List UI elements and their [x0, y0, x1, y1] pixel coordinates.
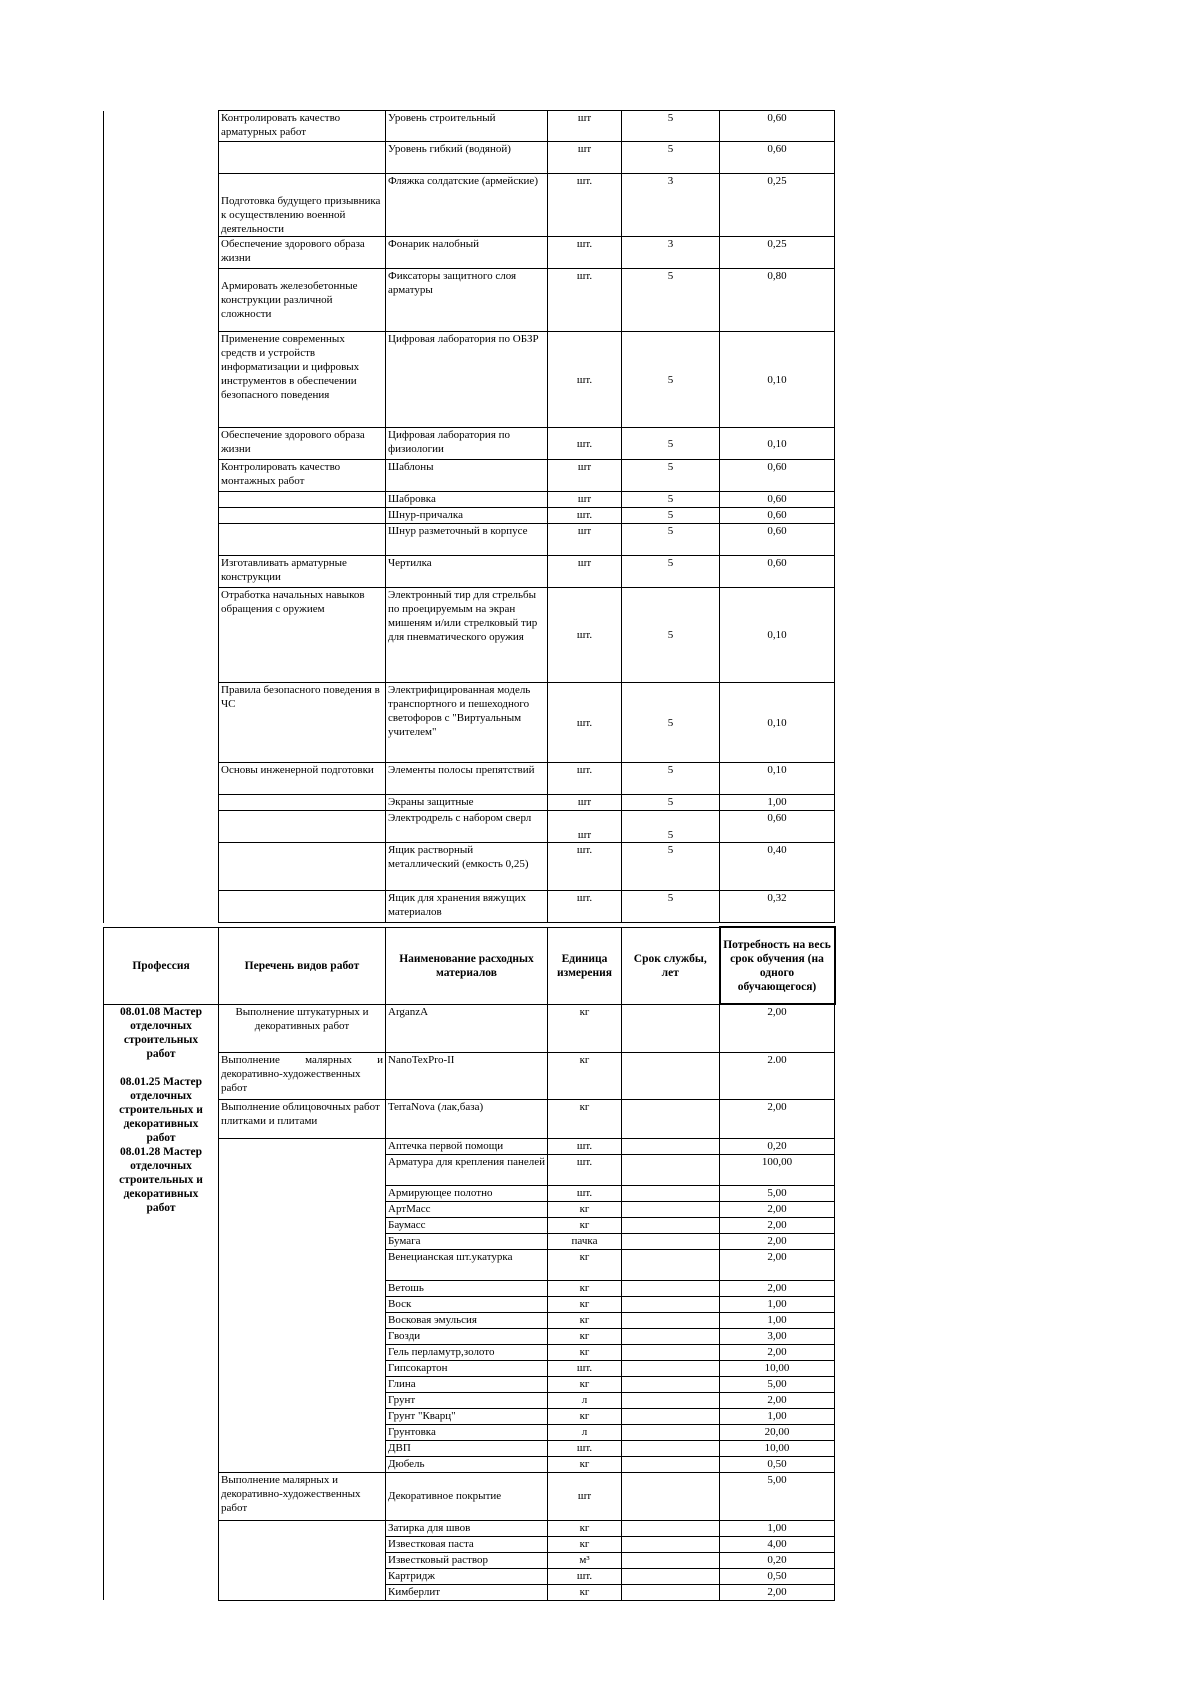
unit-cell: кг [548, 1217, 622, 1233]
service-life-cell [622, 1201, 720, 1217]
service-life-cell: 5 [622, 508, 720, 524]
material-cell: Элементы полосы препятствий [386, 763, 548, 795]
material-cell: Арматура для крепления панелей [386, 1154, 548, 1185]
service-life-cell [622, 1424, 720, 1440]
need-cell: 1,00 [720, 795, 835, 811]
service-life-cell: 5 [622, 332, 720, 428]
material-cell: Венецианская шт.укатурка [386, 1249, 548, 1280]
material-cell: Электронный тир для стрельбы по проецируемым на экран мишеням и/или стрелковый тир для пневматического оружия [386, 588, 548, 683]
work-type-cell [219, 142, 386, 174]
profession-name: 08.01.25 Мастер отделочных строительных и декоративных работ [119, 1075, 203, 1144]
unit-cell: шт. [548, 1185, 622, 1201]
unit-cell: шт. [548, 683, 622, 763]
need-cell: 0,60 [720, 556, 835, 588]
unit-cell: шт. [548, 763, 622, 795]
need-cell: 0,60 [720, 142, 835, 174]
need-cell: 2,00 [720, 1280, 835, 1296]
need-cell: 5,00 [720, 1472, 835, 1520]
material-cell: Цифровая лаборатория по физиологии [386, 428, 548, 460]
material-cell: Грунтовка [386, 1424, 548, 1440]
need-cell: 1,00 [720, 1408, 835, 1424]
unit-cell: шт. [548, 174, 622, 237]
work-type-cell [219, 891, 386, 923]
material-cell: Шабровка [386, 492, 548, 508]
service-life-cell [622, 1052, 720, 1099]
unit-cell: кг [548, 1004, 622, 1052]
unit-cell: шт. [548, 891, 622, 923]
service-life-cell [622, 1344, 720, 1360]
need-cell: 2,00 [720, 1249, 835, 1280]
need-cell: 0,80 [720, 269, 835, 332]
need-cell: 0,60 [720, 508, 835, 524]
service-life-cell: 5 [622, 763, 720, 795]
service-life-cell [622, 1249, 720, 1280]
need-cell: 10,00 [720, 1360, 835, 1376]
need-cell: 2,00 [720, 1004, 835, 1052]
material-cell: Фляжка солдатские (армейские) [386, 174, 548, 237]
need-cell: 0,10 [720, 763, 835, 795]
service-life-cell [622, 1520, 720, 1536]
work-type-cell: Армировать железобетонные конструкции различной сложности [219, 269, 386, 332]
service-life-cell [622, 1456, 720, 1472]
work-type-cell: Изготавливать арматурные конструкции [219, 556, 386, 588]
need-cell: 0,60 [720, 524, 835, 556]
work-type-cell: Обеспечение здорового образа жизни [219, 428, 386, 460]
unit-cell: кг [548, 1201, 622, 1217]
equipment-table-upper [103, 110, 835, 923]
need-cell: 2,00 [720, 1392, 835, 1408]
unit-cell: шт [548, 524, 622, 556]
work-type-cell [219, 492, 386, 508]
need-cell: 0,10 [720, 332, 835, 428]
service-life-cell [622, 1296, 720, 1312]
service-life-cell [622, 1568, 720, 1584]
need-cell: 0,20 [720, 1138, 835, 1154]
service-life-cell [622, 1004, 720, 1052]
material-cell: Кимберлит [386, 1584, 548, 1600]
work-type-cell: Контролировать качество арматурных работ [219, 111, 386, 142]
work-type-cell: Обеспечение здорового образа жизни [219, 237, 386, 269]
work-type-cell: Отработка начальных навыков обращения с оружием [219, 588, 386, 683]
service-life-cell [622, 1360, 720, 1376]
unit-cell: шт [548, 111, 622, 142]
service-life-cell: 5 [622, 492, 720, 508]
material-cell: Известковая паста [386, 1536, 548, 1552]
unit-cell: кг [548, 1280, 622, 1296]
service-life-cell [622, 1217, 720, 1233]
work-type-cell: Применение современных средств и устройств информатизации и цифровых инструментов в обеспечении безопасного поведения [219, 332, 386, 428]
profession-name: 08.01.08 Мастер отделочных строительных работ [120, 1005, 202, 1060]
service-life-cell: 3 [622, 174, 720, 237]
service-life-cell [622, 1185, 720, 1201]
unit-cell: шт [548, 460, 622, 492]
profession-cell [104, 111, 219, 923]
material-cell: Экраны защитные [386, 795, 548, 811]
need-cell: 0,20 [720, 1552, 835, 1568]
need-cell: 1,00 [720, 1520, 835, 1536]
need-cell: 0,50 [720, 1456, 835, 1472]
unit-cell: шт. [548, 1440, 622, 1456]
material-cell: ДВП [386, 1440, 548, 1456]
header-work-types: Перечень видов работ [219, 927, 386, 1004]
need-cell: 20,00 [720, 1424, 835, 1440]
header-service-life: Срок службы, лет [622, 927, 720, 1004]
need-cell: 0,60 [720, 460, 835, 492]
service-life-cell [622, 1328, 720, 1344]
material-cell: Ящик растворный металлический (емкость 0,25) [386, 843, 548, 891]
material-cell: Затирка для швов [386, 1520, 548, 1536]
service-life-cell: 5 [622, 460, 720, 492]
need-cell: 10,00 [720, 1440, 835, 1456]
service-life-cell [622, 1408, 720, 1424]
service-life-cell [622, 1099, 720, 1138]
service-life-cell [622, 1280, 720, 1296]
service-life-cell: 3 [622, 237, 720, 269]
unit-cell: шт. [548, 269, 622, 332]
need-cell: 1,00 [720, 1296, 835, 1312]
work-type-cell: Выполнение малярных и декоративно-художественных работ [219, 1472, 386, 1520]
unit-cell: кг [548, 1344, 622, 1360]
service-life-cell [622, 1584, 720, 1600]
unit-cell: л [548, 1424, 622, 1440]
need-cell: 0,10 [720, 683, 835, 763]
work-type-cell: Выполнение малярных и декоративно-художественных работ [219, 1052, 386, 1099]
header-unit: Единица измерения [548, 927, 622, 1004]
need-cell: 0,40 [720, 843, 835, 891]
unit-cell: шт. [548, 1138, 622, 1154]
service-life-cell [622, 1233, 720, 1249]
material-cell: Грунт "Кварц" [386, 1408, 548, 1424]
material-cell: Фиксаторы защитного слоя арматуры [386, 269, 548, 332]
unit-cell: кг [548, 1584, 622, 1600]
service-life-cell [622, 1536, 720, 1552]
material-cell: Электродрель с набором сверл [386, 811, 548, 843]
profession-name: 08.01.28 Мастер отделочных строительных и декоративных работ [119, 1145, 203, 1214]
unit-cell: шт. [548, 237, 622, 269]
service-life-cell: 5 [622, 795, 720, 811]
material-cell: Уровень гибкий (водяной) [386, 142, 548, 174]
unit-cell: л [548, 1392, 622, 1408]
need-cell: 0,10 [720, 588, 835, 683]
unit-cell: кг [548, 1249, 622, 1280]
material-cell: Воск [386, 1296, 548, 1312]
service-life-cell: 5 [622, 524, 720, 556]
work-type-cell [219, 1520, 386, 1600]
unit-cell: кг [548, 1520, 622, 1536]
unit-cell: шт [548, 1472, 622, 1520]
work-type-cell [219, 795, 386, 811]
service-life-cell [622, 1376, 720, 1392]
unit-cell: шт. [548, 1154, 622, 1185]
material-cell: Гвозди [386, 1328, 548, 1344]
work-type-cell [219, 811, 386, 843]
service-life-cell: 5 [622, 111, 720, 142]
unit-cell: шт [548, 556, 622, 588]
need-cell: 5,00 [720, 1376, 835, 1392]
table-header-row [104, 927, 835, 1004]
unit-cell: кг [548, 1312, 622, 1328]
material-cell: Известковый раствор [386, 1552, 548, 1568]
service-life-cell [622, 1472, 720, 1520]
unit-cell: кг [548, 1099, 622, 1138]
need-cell: 0,25 [720, 174, 835, 237]
service-life-cell: 5 [622, 269, 720, 332]
need-cell: 0,32 [720, 891, 835, 923]
service-life-cell [622, 1440, 720, 1456]
unit-cell: шт. [548, 508, 622, 524]
material-cell: NanoTexPro-II [386, 1052, 548, 1099]
material-cell: Шнур разметочный в корпусе [386, 524, 548, 556]
material-cell: TerraNova (лак,база) [386, 1099, 548, 1138]
consumables-table-lower [103, 926, 836, 1601]
service-life-cell: 5 [622, 843, 720, 891]
header-profession: Профессия [104, 927, 219, 1004]
work-type-cell: Контролировать качество монтажных работ [219, 460, 386, 492]
material-cell: Уровень строительный [386, 111, 548, 142]
header-material-name: Наименование расходных материалов [386, 927, 548, 1004]
unit-cell: кг [548, 1328, 622, 1344]
service-life-cell [622, 1312, 720, 1328]
service-life-cell: 5 [622, 683, 720, 763]
work-type-cell: Выполнение облицовочных работ плитками и плитами [219, 1099, 386, 1138]
service-life-cell: 5 [622, 811, 720, 843]
service-life-cell: 5 [622, 428, 720, 460]
need-cell: 1,00 [720, 1312, 835, 1328]
header-need: Потребность на весь срок обучения (на одного обучающегося) [720, 927, 835, 1004]
material-cell: Шнур-причалка [386, 508, 548, 524]
need-cell: 0,60 [720, 492, 835, 508]
need-cell: 2,00 [720, 1099, 835, 1138]
need-cell: 3,00 [720, 1328, 835, 1344]
work-type-cell: Правила безопасного поведения в ЧС [219, 683, 386, 763]
unit-cell: кг [548, 1408, 622, 1424]
service-life-cell: 5 [622, 556, 720, 588]
unit-cell: кг [548, 1536, 622, 1552]
need-cell: 2,00 [720, 1584, 835, 1600]
table-row [104, 1004, 835, 1052]
need-cell: 0,10 [720, 428, 835, 460]
table-row [104, 111, 835, 142]
material-cell: Картридж [386, 1568, 548, 1584]
service-life-cell: 5 [622, 588, 720, 683]
service-life-cell: 5 [622, 891, 720, 923]
service-life-cell [622, 1154, 720, 1185]
unit-cell: шт. [548, 428, 622, 460]
unit-cell: кг [548, 1376, 622, 1392]
material-cell: Декоративное покрытие [386, 1472, 548, 1520]
work-type-cell [219, 1138, 386, 1472]
material-cell: Электрифицированная модель транспортного и пешеходного светофоров с "Виртуальным учителем" [386, 683, 548, 763]
need-cell: 2,00 [720, 1344, 835, 1360]
material-cell: Армирующее полотно [386, 1185, 548, 1201]
work-type-cell: Выполнение штукатурных и декоративных работ [219, 1004, 386, 1052]
work-type-cell: Подготовка будущего призывника к осуществлению военной деятельности [219, 174, 386, 237]
material-cell: Баумасс [386, 1217, 548, 1233]
unit-cell: шт [548, 795, 622, 811]
material-cell: Гель перламутр,золото [386, 1344, 548, 1360]
work-type-cell: Основы инженерной подготовки [219, 763, 386, 795]
material-cell: Ветошь [386, 1280, 548, 1296]
unit-cell: пачка [548, 1233, 622, 1249]
service-life-cell [622, 1138, 720, 1154]
work-type-cell [219, 524, 386, 556]
material-cell: Фонарик налобный [386, 237, 548, 269]
unit-cell: кг [548, 1456, 622, 1472]
material-cell: Глина [386, 1376, 548, 1392]
need-cell: 2,00 [720, 1217, 835, 1233]
unit-cell: шт. [548, 1568, 622, 1584]
material-cell: ArganzA [386, 1004, 548, 1052]
need-cell: 0,60 [720, 111, 835, 142]
material-cell: АртМасс [386, 1201, 548, 1217]
material-cell: Бумага [386, 1233, 548, 1249]
work-type-cell [219, 508, 386, 524]
unit-cell: шт [548, 492, 622, 508]
unit-cell: шт [548, 811, 622, 843]
service-life-cell: 5 [622, 142, 720, 174]
need-cell: 2,00 [720, 1233, 835, 1249]
unit-cell: шт [548, 142, 622, 174]
need-cell: 4,00 [720, 1536, 835, 1552]
material-cell: Аптечка первой помощи [386, 1138, 548, 1154]
material-cell: Восковая эмульсия [386, 1312, 548, 1328]
work-type-cell [219, 843, 386, 891]
material-cell: Ящик для хранения вяжущих материалов [386, 891, 548, 923]
unit-cell: шт. [548, 1360, 622, 1376]
need-cell: 0,60 [720, 811, 835, 843]
material-cell: Грунт [386, 1392, 548, 1408]
profession-cell [104, 1004, 219, 1600]
material-cell: Гипсокартон [386, 1360, 548, 1376]
need-cell: 100,00 [720, 1154, 835, 1185]
material-cell: Чертилка [386, 556, 548, 588]
unit-cell: шт. [548, 588, 622, 683]
service-life-cell [622, 1392, 720, 1408]
material-cell: Шаблоны [386, 460, 548, 492]
unit-cell: шт. [548, 843, 622, 891]
unit-cell: кг [548, 1052, 622, 1099]
need-cell: 5,00 [720, 1185, 835, 1201]
unit-cell: кг [548, 1296, 622, 1312]
need-cell: 2,00 [720, 1201, 835, 1217]
need-cell: 0,50 [720, 1568, 835, 1584]
need-cell: 0,25 [720, 237, 835, 269]
material-cell: Дюбель [386, 1456, 548, 1472]
service-life-cell [622, 1552, 720, 1568]
unit-cell: м³ [548, 1552, 622, 1568]
unit-cell: шт. [548, 332, 622, 428]
material-cell: Цифровая лаборатория по ОБЗР [386, 332, 548, 428]
need-cell: 2.00 [720, 1052, 835, 1099]
